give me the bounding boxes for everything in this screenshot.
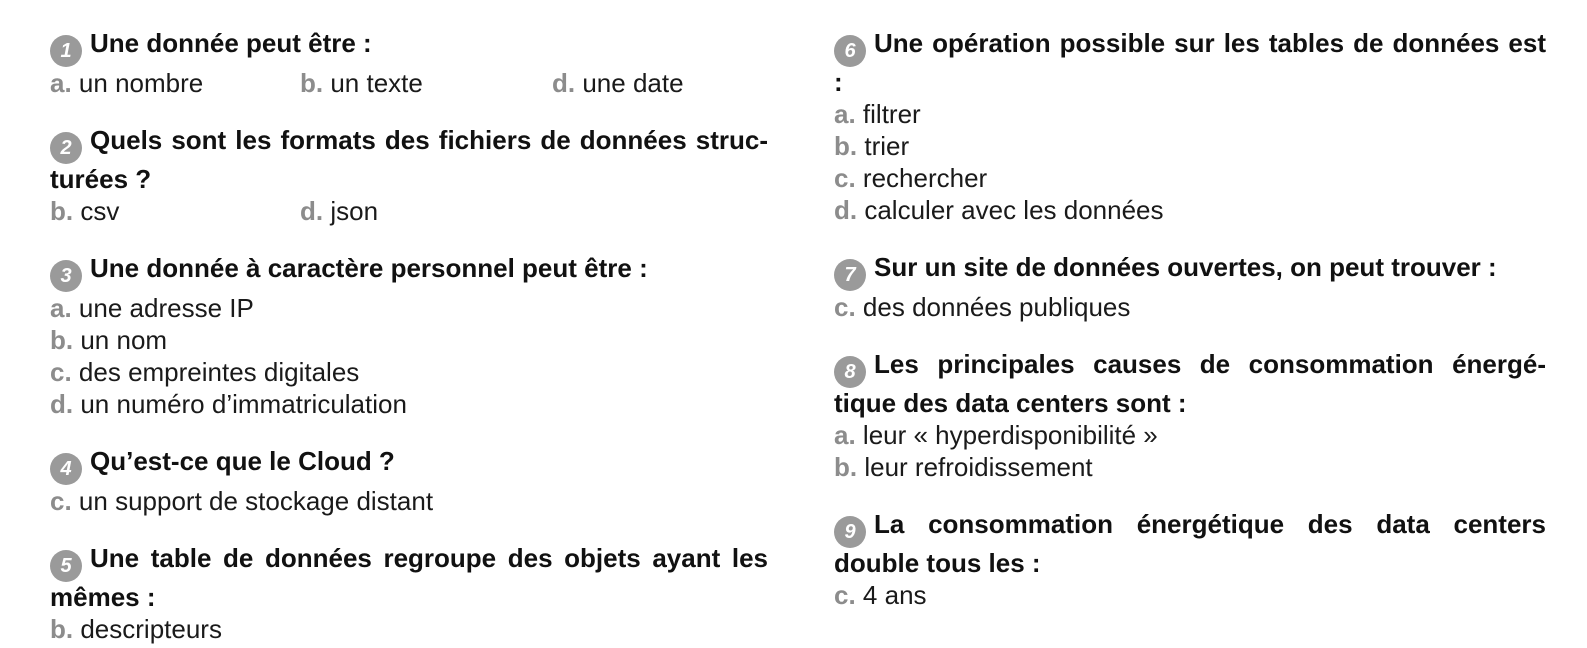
answer-option bbox=[300, 195, 378, 227]
answer-option bbox=[834, 291, 1130, 323]
question-block bbox=[50, 125, 768, 227]
question-spacer bbox=[834, 483, 1546, 509]
answer-text: filtrer bbox=[862, 99, 921, 129]
answer-text: leur « hyperdisponibilité » bbox=[862, 420, 1158, 450]
answer-text: leur refroidissement bbox=[864, 452, 1093, 482]
question-number-badge: 5 bbox=[50, 550, 82, 582]
answer-option bbox=[50, 388, 407, 420]
answer-text: un nom bbox=[80, 325, 168, 355]
answer-text: une adresse IP bbox=[78, 293, 254, 323]
answer-row bbox=[50, 324, 768, 356]
answer-row bbox=[50, 356, 768, 388]
right-column bbox=[834, 28, 1546, 611]
question-block bbox=[834, 252, 1546, 323]
answer-row bbox=[834, 579, 1546, 611]
question-title bbox=[50, 543, 768, 613]
answer-letter: d. bbox=[834, 195, 858, 225]
answer-letter: a. bbox=[50, 293, 72, 323]
question-block bbox=[50, 543, 768, 645]
question-block bbox=[50, 446, 768, 517]
question-block bbox=[834, 28, 1546, 226]
answer-row bbox=[50, 292, 768, 324]
answer-row bbox=[834, 419, 1546, 451]
answer-row bbox=[834, 98, 1546, 130]
question-block bbox=[50, 28, 768, 99]
question-spacer bbox=[50, 99, 768, 125]
answer-text: un texte bbox=[330, 68, 423, 98]
answer-row bbox=[834, 194, 1546, 226]
question-number-badge: 1 bbox=[50, 35, 82, 67]
answer-letter: d. bbox=[50, 389, 74, 419]
question-text: Sur un site de données ouvertes, on peut trouver : bbox=[874, 252, 1497, 282]
question-text: Une table de données regroupe des objets ayant les mêmes : bbox=[50, 543, 768, 612]
answer-letter: d. bbox=[552, 68, 576, 98]
question-text: Une donnée à caractère personnel peut être : bbox=[90, 253, 648, 283]
question-text: Une opération possible sur les tables de données est : bbox=[834, 28, 1546, 97]
answer-text: descripteurs bbox=[80, 614, 222, 644]
answer-letter: b. bbox=[834, 131, 858, 161]
left-column bbox=[50, 28, 768, 645]
answer-row bbox=[50, 485, 768, 517]
question-title bbox=[834, 349, 1546, 419]
answer-option bbox=[834, 130, 909, 162]
answer-text: un nombre bbox=[78, 68, 204, 98]
question-spacer bbox=[50, 420, 768, 446]
answer-option bbox=[50, 195, 300, 227]
question-title bbox=[50, 253, 768, 292]
question-number-badge: 3 bbox=[50, 260, 82, 292]
answer-letter: d. bbox=[300, 196, 324, 226]
answer-row bbox=[834, 451, 1546, 483]
answer-text: csv bbox=[80, 196, 120, 226]
answer-text: json bbox=[330, 196, 379, 226]
answer-text: des données publiques bbox=[862, 292, 1131, 322]
question-text: Quels sont les formats des fichiers de données struc-turées ? bbox=[50, 125, 768, 194]
answer-option bbox=[834, 579, 927, 611]
answer-row bbox=[50, 67, 768, 99]
question-title bbox=[50, 125, 768, 195]
answer-option bbox=[552, 67, 684, 99]
question-title bbox=[834, 252, 1546, 291]
question-number-badge: 9 bbox=[834, 516, 866, 548]
answer-letter: a. bbox=[834, 99, 856, 129]
question-spacer bbox=[50, 517, 768, 543]
answer-option bbox=[50, 613, 222, 645]
answer-letter: c. bbox=[834, 292, 856, 322]
answer-option bbox=[50, 485, 433, 517]
answer-option bbox=[50, 356, 359, 388]
answer-option bbox=[50, 67, 300, 99]
question-spacer bbox=[50, 227, 768, 253]
answer-text: calculer avec les données bbox=[864, 195, 1164, 225]
question-number-badge: 6 bbox=[834, 35, 866, 67]
question-text: La consommation énergétique des data centers double tous les : bbox=[834, 509, 1546, 578]
answer-letter: c. bbox=[50, 357, 72, 387]
answer-option bbox=[834, 162, 987, 194]
answer-option bbox=[834, 194, 1164, 226]
answer-text: une date bbox=[582, 68, 684, 98]
question-number-badge: 8 bbox=[834, 356, 866, 388]
question-spacer bbox=[834, 226, 1546, 252]
answer-letter: a. bbox=[50, 68, 72, 98]
answer-letter: c. bbox=[834, 580, 856, 610]
answer-letter: a. bbox=[834, 420, 856, 450]
answer-letter: b. bbox=[50, 196, 74, 226]
question-block bbox=[834, 509, 1546, 611]
answer-text: un support de stockage distant bbox=[78, 486, 434, 516]
answer-row bbox=[50, 613, 768, 645]
question-title bbox=[834, 509, 1546, 579]
answer-letter: c. bbox=[50, 486, 72, 516]
answer-text: trier bbox=[864, 131, 910, 161]
answer-option bbox=[834, 419, 1158, 451]
answer-option bbox=[834, 451, 1093, 483]
question-title bbox=[50, 28, 768, 67]
answer-letter: b. bbox=[300, 68, 324, 98]
answer-letter: c. bbox=[834, 163, 856, 193]
answer-row bbox=[834, 162, 1546, 194]
answer-option bbox=[300, 67, 552, 99]
question-block bbox=[834, 349, 1546, 483]
question-title bbox=[834, 28, 1546, 98]
question-number-badge: 2 bbox=[50, 132, 82, 164]
answer-text: un numéro d’immatriculation bbox=[80, 389, 407, 419]
answer-row bbox=[834, 130, 1546, 162]
answer-text: des empreintes digitales bbox=[78, 357, 360, 387]
answer-row bbox=[50, 388, 768, 420]
answer-row bbox=[834, 291, 1546, 323]
answer-letter: b. bbox=[834, 452, 858, 482]
answer-option bbox=[834, 98, 921, 130]
answer-letter: b. bbox=[50, 325, 74, 355]
question-title bbox=[50, 446, 768, 485]
question-text: Qu’est-ce que le Cloud ? bbox=[90, 446, 395, 476]
answer-row bbox=[50, 195, 768, 227]
question-text: Les principales causes de consommation énergé-tique des data centers sont : bbox=[834, 349, 1546, 418]
question-number-badge: 4 bbox=[50, 453, 82, 485]
question-number-badge: 7 bbox=[834, 259, 866, 291]
question-text: Une donnée peut être : bbox=[90, 28, 372, 58]
answer-option bbox=[50, 324, 167, 356]
answer-text: 4 ans bbox=[862, 580, 927, 610]
answer-letter: b. bbox=[50, 614, 74, 644]
question-block bbox=[50, 253, 768, 420]
answer-option bbox=[50, 292, 254, 324]
answer-text: rechercher bbox=[862, 163, 988, 193]
question-spacer bbox=[834, 323, 1546, 349]
